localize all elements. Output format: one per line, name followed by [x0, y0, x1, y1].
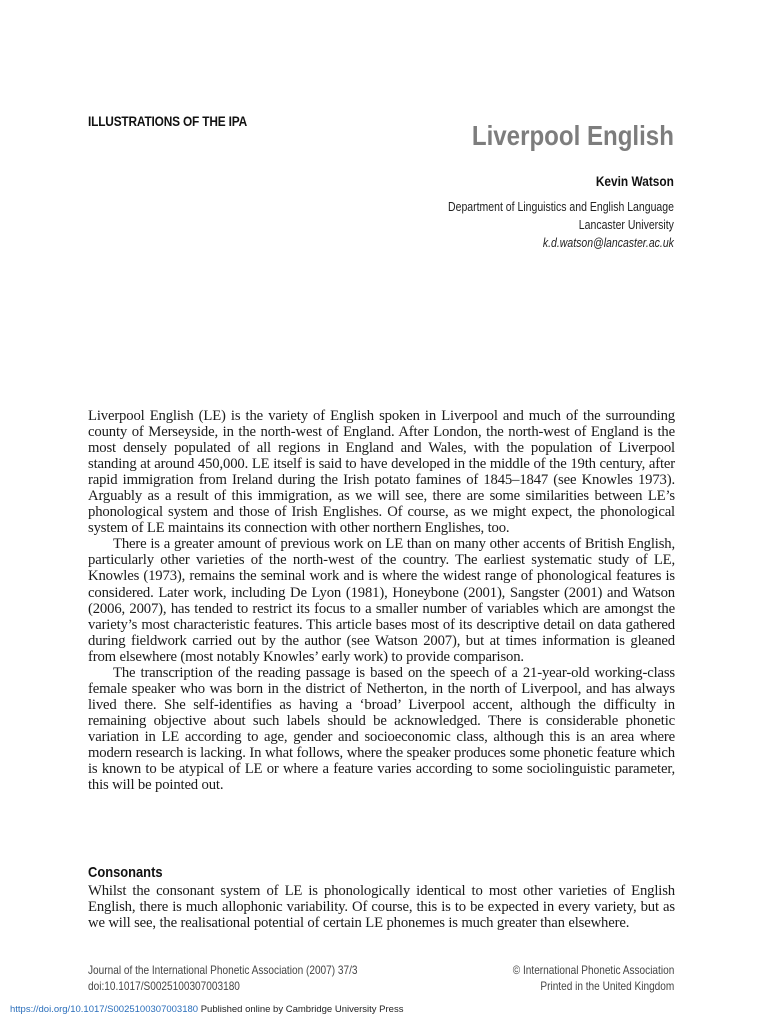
footer-left: [88, 962, 358, 994]
author-email[interactable]: k.d.watson@lancaster.ac.uk: [542, 236, 674, 250]
doi-link[interactable]: https://doi.org/10.1017/S0025100307003180: [10, 1004, 199, 1015]
consonants-section: [88, 883, 675, 931]
author-name: Kevin Watson: [595, 174, 674, 189]
body-paragraph-3: The transcription of the reading passage is based on the speech of a 21-year-old working-class female speaker who was born in the district of Netherton, in the north of Liverpool, and has always lived there. She self-identifies as having a ‘broad’ Liverpool accent, although the difficulty in remaining objective about such labels should be acknowledged. There is considerable phonetic variation in LE according to age, gender and socioeconomic class, although this is an area where modern research is lacking. In what follows, where the speaker produces some phonetic feature which is known to be atypical of LE or where a feature varies according to some sociolinguistic parameter, this will be pointed out.: [88, 664, 675, 794]
footer-right: [512, 962, 674, 994]
footer-printed: Printed in the United Kingdom: [540, 979, 674, 993]
author-block: [405, 174, 674, 252]
footer-journal: Journal of the International Phonetic Association (2007) 37/3: [88, 963, 358, 977]
consonants-heading: Consonants: [88, 864, 163, 881]
article-title: Liverpool English: [471, 120, 674, 151]
footer-copyright: © International Phonetic Association: [512, 963, 674, 977]
author-department: Department of Linguistics and English Language: [448, 200, 674, 214]
published-online-text: Published online by Cambridge University Press: [200, 1004, 404, 1015]
footer-doi: doi:10.1017/S0025100307003180: [88, 979, 240, 993]
article-body: [88, 408, 675, 793]
consonants-paragraph: Whilst the consonant system of LE is phonologically identical to most other varieties of English English, there is much allophonic variability. Of course, this is to be expected in every variety, but as we will see, the realisational potential of certain LE phonemes is much greater than elsewhere.: [88, 883, 675, 932]
author-university: Lancaster University: [578, 218, 674, 232]
body-paragraph-2: There is a greater amount of previous work on LE than on many other accents of British English, particularly other varieties of the north-west of the country. The earliest systematic study of LE, Knowles (1973), remains the seminal work and is where the widest range of phonological features is considered. Later work, including De Lyon (1981), Honeybone (2001), Sangster (2001) and Watson (2006, 2007), has tended to restrict its focus to a smaller number of variables which are amongst the variety’s most characteristic features. This article bases most of its descriptive detail on data gathered during fieldwork carried out by the author (see Watson 2007), but at times information is gleaned from elsewhere (most notably Knowles’ early work) to provide comparison.: [88, 536, 675, 665]
doi-bar: [10, 1004, 403, 1015]
body-paragraph-1: Liverpool English (LE) is the variety of English spoken in Liverpool and much of the surrounding county of Merseyside, in the north-west of England. After London, the north-west of England is the most densely populated of all regions in England and Wales, with the population of Liverpool standing at around 450,000. LE itself is said to have developed in the middle of the 19th century, after rapid immigration from Ireland during the Irish potato famines of 1845–1847 (see Knowles 1973). Arguably as a result of this immigration, as we will see, there are some similarities between LE’s phonological system and those of Irish Englishes. Of course, as we might expect, the phonological system of LE maintains its connection with other northern Englishes, too.: [88, 408, 675, 537]
section-label: ILLUSTRATIONS OF THE IPA: [88, 114, 248, 129]
